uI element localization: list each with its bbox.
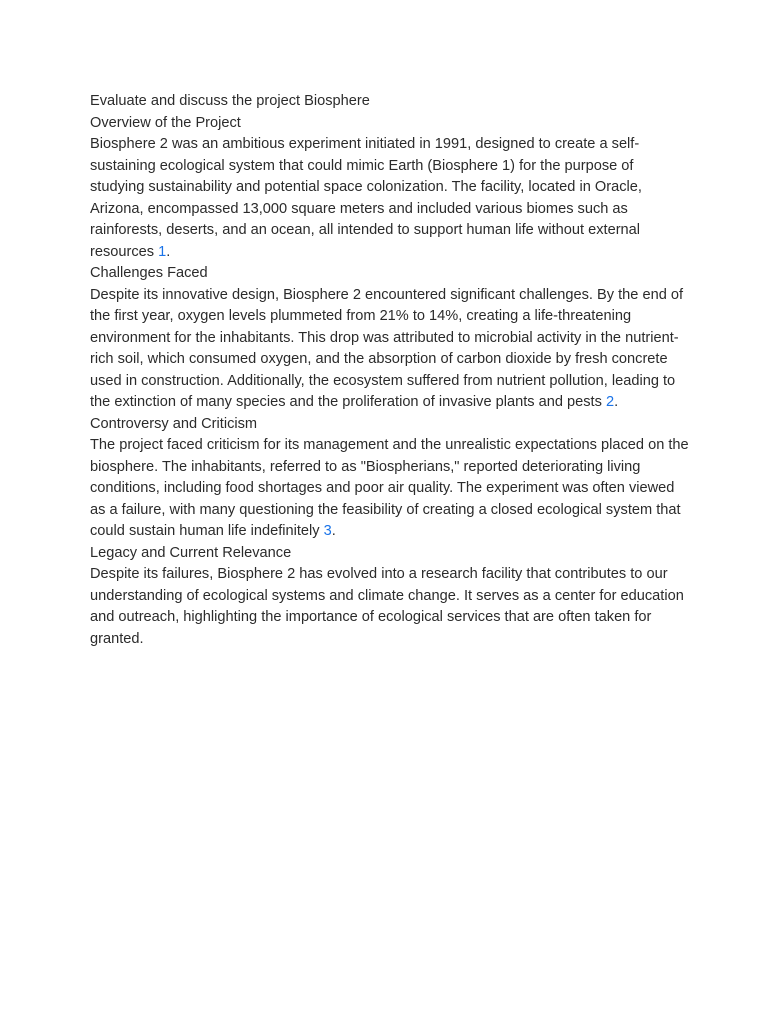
paragraph-text: Despite its innovative design, Biosphere 2 encountered significant challenges. By the end of the first year, oxygen levels plummeted from 21% to 14%, creating a life-threatening environment for the inhabitants. This drop was attributed to microbial activity in the nutrient-rich soil, which consumed oxygen, and the absorption of carbon dioxide by fresh concrete used in construction. Additionally, the ecosystem suffered from nutrient pollution, leading to the extinction of many species and the proliferation of invasive plants and pests	[90, 286, 684, 410]
section-heading-challenges: Challenges Faced	[90, 265, 208, 281]
paragraph-text: Biosphere 2 was an ambitious experiment initiated in 1991, designed to create a self-sustaining ecological system that could mimic Earth (Biosphere 1) for the purpose of studying sustainability and potential space colonization. The facility, located in Oracle, Arizona, encompassed 13,000 square meters and included various biomes such as rainforests, deserts, and an ocean, all intended to support human life without external resources	[90, 136, 642, 260]
section-heading-controversy: Controversy and Criticism	[90, 415, 258, 432]
citation-link-1[interactable]: 1	[158, 243, 167, 260]
section-heading-legacy: Legacy and Current Relevance	[90, 544, 292, 561]
paragraph-end: .	[331, 523, 336, 539]
paragraph-end: .	[614, 394, 619, 410]
citation-link-2[interactable]: 2	[605, 394, 615, 410]
paragraph-end: .	[166, 243, 171, 260]
section-paragraph-overview	[90, 134, 690, 263]
section-heading-overview: Overview of the Project	[90, 114, 241, 131]
document-body	[90, 91, 690, 650]
section-paragraph-legacy: Despite its failures, Biosphere 2 has evolved into a research facility that contributes to our understanding of ecological systems and climate change. It serves as a center for education and outreach, highlighting the importance of ecological services that are often taken for granted.	[90, 566, 684, 647]
document-title: Evaluate and discuss the project Biosphere	[90, 93, 370, 109]
section-paragraph-controversy	[90, 435, 690, 543]
citation-link-3[interactable]: 3	[323, 523, 332, 539]
section-paragraph-challenges	[90, 285, 690, 414]
paragraph-text: The project faced criticism for its management and the unrealistic expectations placed on the biosphere. The inhabitants, referred to as "Biospherians," reported deteriorating living conditions, including food shortages and poor air quality. The experiment was often viewed as a failure, with many questioning the feasibility of creating a closed ecological system that could sustain human life indefinitely	[90, 437, 689, 539]
